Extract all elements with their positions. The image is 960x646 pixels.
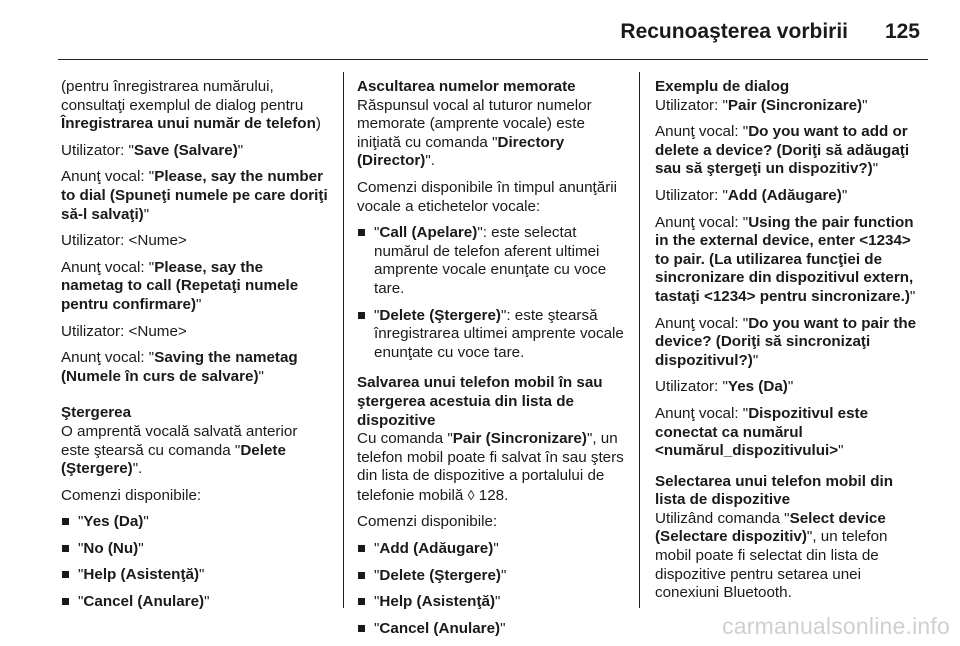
column-divider-1 <box>343 72 344 608</box>
list-item: "Cancel (Anulare)" <box>61 593 329 612</box>
dialog-voice-nametag: Anunţ vocal: "Please, say the nametag to call (Repetaţi numele pentru confirmare)" <box>61 258 299 313</box>
list-item: "Call (Apelare)": este selectat numărul de telefon aferent ultimei amprente vocale enunţate cu voce tare. <box>357 224 629 298</box>
dialog-voice-pair-confirm: Anunţ vocal: "Do you want to pair the device? (Doriţi să sincronizaţi dispozitivul?)" <box>655 314 917 369</box>
paragraph-select-device: Utilizând comanda "Select device (Selectare dispozitiv)", un telefon mobil poate fi selectat din lista de dispozitive pentru setarea unei conexiuni Bluetooth. <box>655 509 888 602</box>
column-3 <box>655 78 927 611</box>
paragraph-directory: Răspunsul vocal al tuturor numelor memorate (amprente vocale) este iniţiată cu comanda "Directory (Director)". <box>357 96 592 170</box>
paragraph-delete: O amprentă vocală salvată anterior este ştearsă cu comanda "Delete (Ştergere)". <box>61 422 298 478</box>
dialog-voice-saving: Anunţ vocal: "Saving the nametag (Numele în curs de salvare)" <box>61 349 298 385</box>
list-item: "Yes (Da)" <box>61 513 329 532</box>
list-item: "Delete (Ştergere)" <box>357 567 629 586</box>
dialog-user-add: Utilizator: "Add (Adăugare)" <box>655 186 848 204</box>
dialog-user-pair: Utilizator: "Pair (Sincronizare)" <box>655 96 868 114</box>
list-item: "Cancel (Anulare)" <box>357 620 629 639</box>
dialog-user-yes: Utilizator: "Yes (Da)" <box>655 378 794 396</box>
bullet-icon <box>358 598 365 605</box>
section-heading-select-device: Selectarea unui telefon mobil din lista de dispozitive <box>655 472 893 509</box>
commands-label: Comenzi disponibile: <box>357 513 498 531</box>
section-heading-dialog-example: Exemplu de dialog <box>655 78 790 95</box>
page-header <box>0 0 960 60</box>
list-item: "Help (Asistenţă)" <box>357 593 629 612</box>
list-item: "No (Nu)" <box>61 540 329 559</box>
page-reference-icon: ◊ <box>467 486 475 503</box>
dialog-voice-connected: Anunţ vocal: "Dispozitivul este conectat ca numărul <numărul_dispozitivului>" <box>655 404 869 460</box>
command-list <box>357 540 629 638</box>
bullet-icon <box>358 545 365 552</box>
list-item: "Delete (Ştergere)": este ştearsă înregistrarea ultimei amprente vocale enunţate cu voce tare. <box>357 307 629 363</box>
section-heading-delete: Ştergerea <box>61 404 132 422</box>
bullet-icon <box>62 598 69 605</box>
header-title: Recunoaşterea vorbirii <box>620 20 848 43</box>
section-heading-pair: Salvarea unui telefon mobil în sau ştergerea acestuia din lista de dispozitive <box>357 374 603 429</box>
dialog-user-name-2: Utilizator: <Nume> <box>61 322 187 340</box>
bullet-icon <box>358 625 365 632</box>
section-heading-listen: Ascultarea numelor memorate <box>357 78 576 95</box>
bullet-icon <box>62 518 69 525</box>
column-2 <box>357 78 629 646</box>
column-divider-2 <box>639 72 640 608</box>
bullet-icon <box>358 572 365 579</box>
dialog-user-name-1: Utilizator: <Nume> <box>61 232 187 250</box>
bullet-icon <box>62 571 69 578</box>
page-number: 125 <box>884 20 920 43</box>
column-1 <box>61 78 329 620</box>
paragraph-intro: (pentru înregistrarea numărului, consultaţi exemplul de dialog pentru Înregistrarea unui număr de telefon) <box>61 78 321 133</box>
bullet-icon <box>62 545 69 552</box>
commands-label: Comenzi disponibile: <box>61 486 202 504</box>
dialog-voice-pair-function: Anunţ vocal: "Using the pair function in the external device, enter <1234> to pair. (La utilizarea funcţiei de sincronizare din dispozitivul extern, tastaţi <1234> pentru sincronizare.)" <box>655 213 916 305</box>
watermark: carmanualsonline.info <box>722 613 950 639</box>
list-item: "Add (Adăugare)" <box>357 540 629 559</box>
dialog-voice-number: Anunţ vocal: "Please, say the number to dial (Spuneţi numele pe care doriţi să-l salvaţi)" <box>61 168 328 223</box>
dialog-user-save: Utilizator: "Save (Salvare)" <box>61 141 244 159</box>
dialog-voice-add-delete: Anunţ vocal: "Do you want to add or delete a device? (Doriţi să adăugaţi sau să ştergeţi un dispozitiv?)" <box>655 123 910 178</box>
paragraph-commands-during: Comenzi disponibile în timpul anunţării vocale a etichetelor vocale: <box>357 178 618 215</box>
header-rule <box>58 59 928 60</box>
paragraph-pair: Cu comanda "Pair (Sincronizare)", un telefon mobil poate fi salvat în sau şters din lista de dispozitive a portalului de telefonie mobilă ◊ 128. <box>357 430 624 504</box>
bullet-icon <box>358 229 365 236</box>
list-item: "Help (Asistenţă)" <box>61 566 329 585</box>
bullet-icon <box>358 312 365 319</box>
command-list <box>61 513 329 611</box>
command-list <box>357 224 629 362</box>
